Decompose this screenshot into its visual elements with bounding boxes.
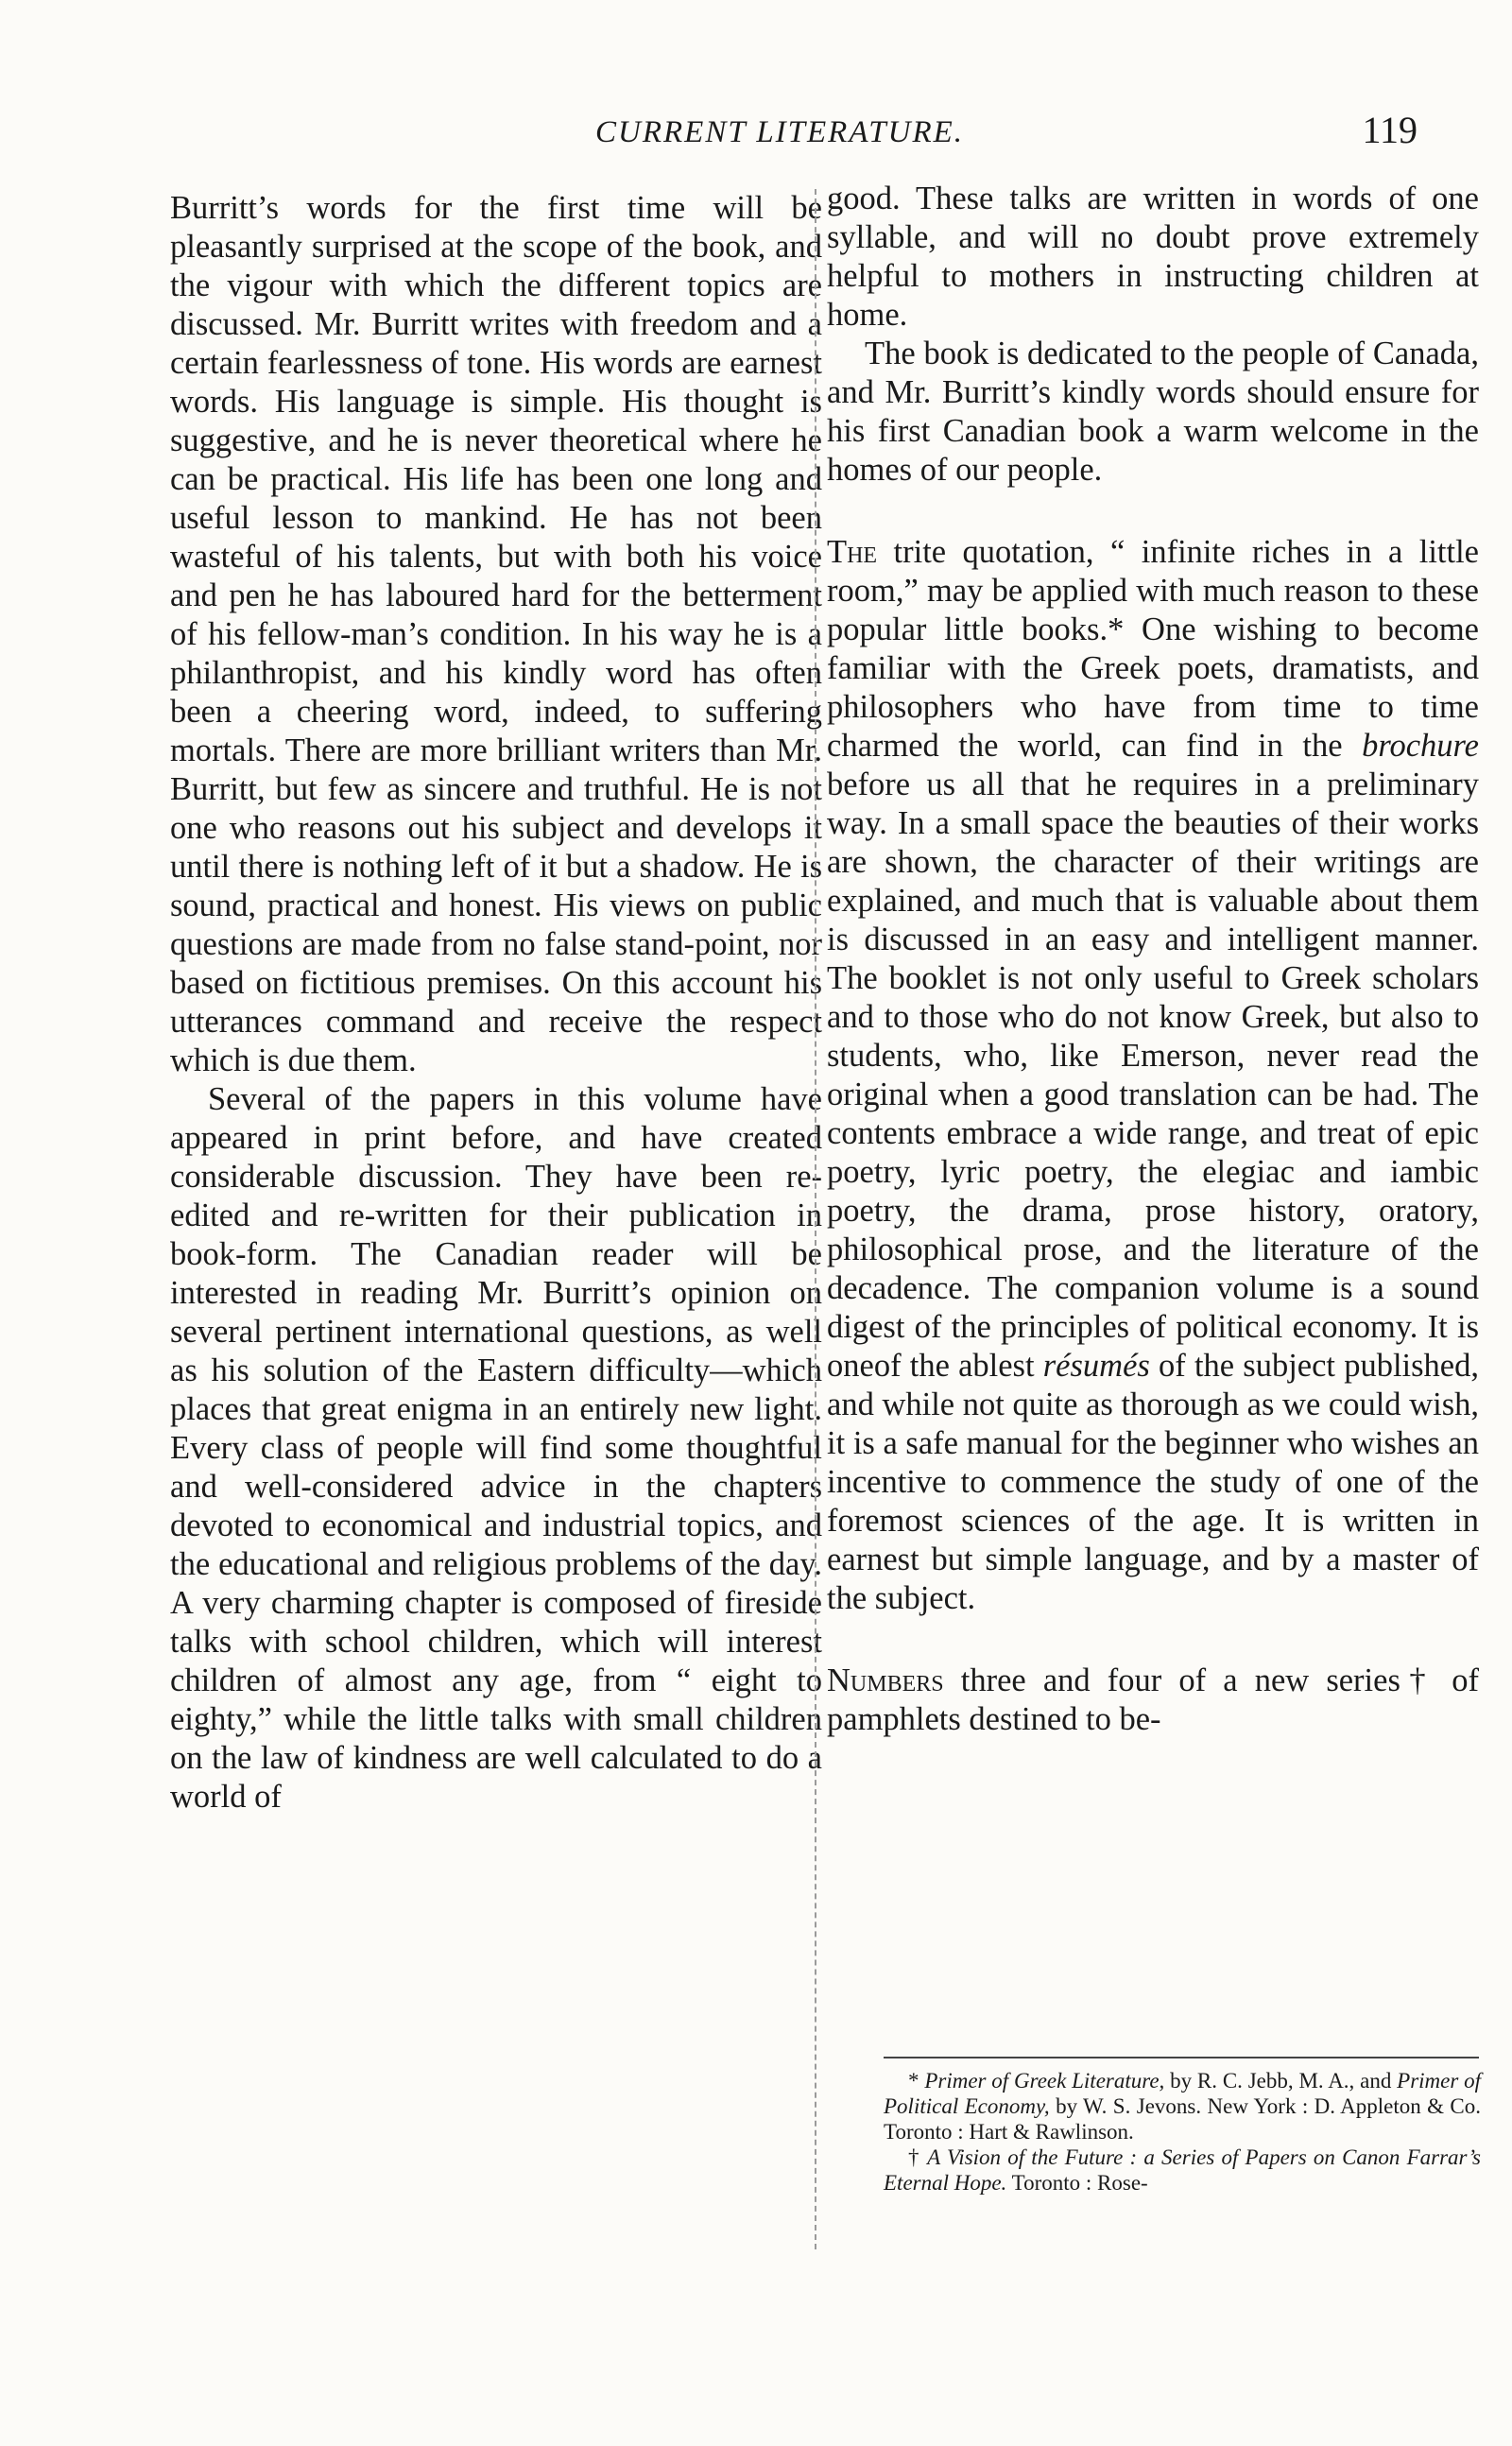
- left-column: [170, 189, 822, 1817]
- left-paragraph-2: Several of the papers in this volume have appeared in print before, and have created considerable discussion. They have been re-edited and re-written for their publication in book-form. The Canadian reader will be interested in reading Mr. Burritt’s opinion on several pertinent international questions, as well as his solution of the Eastern difficulty—which places that great enigma in an entirely new light. Every class of people will find some thoughtful and well-considered advice in the chapters devoted to economical and industrial topics, and the educational and religious problems of the day. A very charming chapter is composed of fireside talks with school children, which will interest children of almost any age, from “ eight to eighty,” while the little talks with small children on the law of kindness are well calculated to do a world of: [170, 1081, 822, 1815]
- footnotes: [884, 2068, 1481, 2196]
- page-number: 119: [1362, 109, 1418, 151]
- footnote-rule: [884, 2057, 1479, 2058]
- footnote-1: [884, 2068, 1481, 2145]
- paragraph-text: before us all that he requires in a preliminary way. In a small space the beauties of their works are shown, the character of their writings are explained, and much that is valuable about them is discussed in an easy and intelligent manner. The booklet is not only useful to Greek scholars and to those who do not know Greek, but also to students, who, like Emerson, never read the original when a good translation can be had. The contents embrace a wide range, and treat of epic poetry, lyric poetry, the elegiac and iambic poetry, the drama, prose history, oratory, philosophical prose, and the literature of the decadence. The companion volume is a sound digest of the principles of political economy. It is oneof the ablest: [827, 767, 1479, 1384]
- paragraph-lead-word: The: [827, 534, 878, 570]
- footnote-text: by R. C. Jebb, M. A., and: [1164, 2069, 1398, 2093]
- paragraph-text: trite quotation, “ infinite riches in a little room,” may be applied with much reason to these popular little books.* One wishing to become familiar with the Greek poets, dramatists, and philosophers who have from time to time charmed the world, can find in the: [827, 534, 1479, 764]
- footnote-text: by W. S. Jevons. New York : D. Appleton & Co. Toronto : Hart & Rawlinson.: [884, 2094, 1482, 2144]
- right-paragraph-3: [827, 533, 1479, 1618]
- italic-term-brochure: brochure: [1362, 728, 1479, 764]
- footnote-text: Toronto : Rose-: [1006, 2171, 1148, 2195]
- right-column: [827, 180, 1479, 1739]
- footnote-title: Primer of Greek Literature,: [924, 2069, 1165, 2093]
- footnote-2: [884, 2145, 1481, 2196]
- right-paragraph-2: The book is dedicated to the people of Canada, and Mr. Burritt’s kindly words should ensure for his first Canadian book a warm welcome in the homes of our people.: [827, 336, 1479, 488]
- footnote-title: A Vision of the Future : a Series of Papers on Canon Farrar’s Eternal Hope.: [884, 2145, 1482, 2195]
- right-paragraph-1: good. These talks are written in words of one syllable, and will no doubt prove extremely helpful to mothers in instructing children at home.: [827, 181, 1479, 333]
- column-divider: [815, 189, 816, 2249]
- running-head: [170, 109, 1484, 163]
- left-paragraph-1: Burritt’s words for the first time will be pleasantly surprised at the scope of the book, and the vigour with which the different topics are discussed. Mr. Burritt writes with freedom and a certain fearlessness of tone. His words are earnest words. His language is simple. His thought is suggestive, and he is never theoretical where he can be practical. His life has been one long and useful lesson to mankind. He has not been wasteful of his talents, but with both his voice and pen he has laboured hard for the betterment of his fellow-man’s condition. In his way he is a philanthropist, and his kindly word has often been a cheering word, indeed, to suffering mortals. There are more brilliant writers than Mr. Burritt, but few as sincere and truthful. He is not one who reasons out his subject and develops it until there is nothing left of it but a shadow. He is sound, practical and honest. His views on public questions are made from no false stand-point, nor based on fictitious premises. On this account his utterances command and receive the respect which is due them.: [170, 190, 822, 1078]
- paragraph-lead-word: Numbers: [827, 1662, 944, 1698]
- footnote-mark: †: [908, 2145, 928, 2169]
- paragraph-text: three and four of a new series† of pamphlets destined to be-: [827, 1662, 1479, 1737]
- paragraph-text: of the subject published, and while not quite as thorough as we could wish, it is a safe manual for the beginner who wishes an incentive to commence the study of one of the foremost sciences of the age. It is written in earnest but simple language, and by a master of the subject.: [827, 1348, 1479, 1616]
- footnote-title: Primer of Political Economy,: [884, 2069, 1482, 2118]
- running-title: CURRENT LITERATURE.: [595, 115, 965, 149]
- italic-term-resumes: résumés: [1042, 1348, 1150, 1384]
- right-paragraph-4: [827, 1662, 1479, 1739]
- footnote-mark: *: [908, 2069, 925, 2093]
